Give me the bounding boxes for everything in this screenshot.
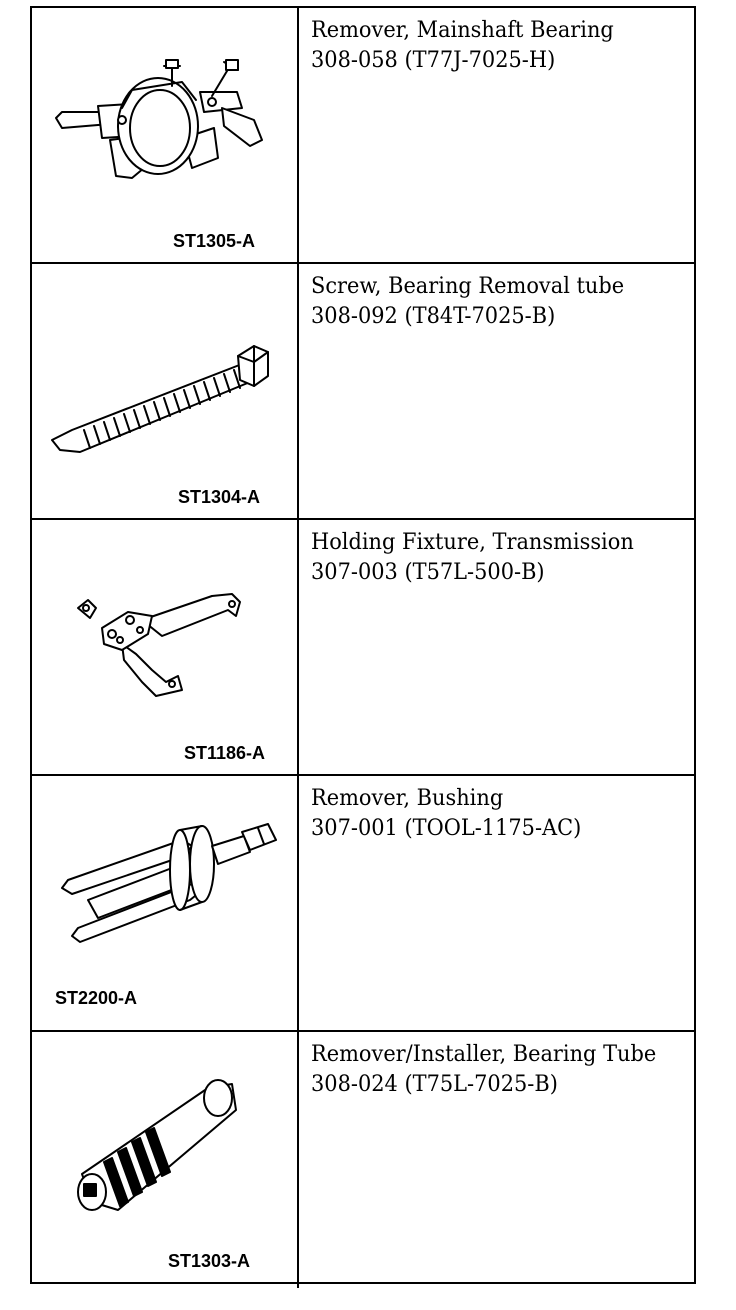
tool-description-cell — [299, 1032, 694, 1288]
holding-fixture-icon — [32, 520, 299, 776]
tool-name: Remover/Installer, Bearing Tube — [311, 1042, 657, 1067]
tool-row — [32, 776, 694, 1032]
tool-name: Remover, Mainshaft Bearing — [311, 18, 614, 43]
tool-part-number: 308-024 (T75L-7025-B) — [311, 1072, 558, 1097]
tool-description-cell — [299, 8, 694, 262]
figure-code: ST1304-A — [178, 487, 261, 507]
tool-name: Holding Fixture, Transmission — [311, 530, 634, 555]
figure-code: ST1186-A — [184, 743, 266, 763]
mainshaft-bearing-remover-icon — [32, 8, 299, 264]
tool-row — [32, 1032, 694, 1288]
tool-illustration-cell — [32, 1032, 299, 1288]
tool-part-number: 307-001 (TOOL-1175-AC) — [311, 816, 582, 841]
tool-row — [32, 520, 694, 776]
tool-part-number: 308-092 (T84T-7025-B) — [311, 304, 556, 329]
tool-part-number: 308-058 (T77J-7025-H) — [311, 48, 556, 73]
tool-name: Remover, Bushing — [311, 786, 504, 811]
tool-illustration-cell — [32, 520, 299, 774]
tool-name: Screw, Bearing Removal tube — [311, 274, 625, 299]
tool-illustration-cell — [32, 8, 299, 262]
special-tools-table — [30, 6, 696, 1284]
tool-description-cell — [299, 264, 694, 518]
tool-description-cell — [299, 520, 694, 774]
threaded-screw-icon — [32, 264, 299, 520]
figure-code: ST1303-A — [168, 1251, 251, 1271]
tool-row — [32, 264, 694, 520]
tool-description-cell — [299, 776, 694, 1030]
figure-code: ST1305-A — [173, 231, 256, 251]
tool-part-number: 307-003 (T57L-500-B) — [311, 560, 545, 585]
tool-illustration-cell — [32, 776, 299, 1030]
bearing-tube-icon — [32, 1032, 299, 1288]
figure-code: ST2200-A — [55, 988, 138, 1008]
tool-illustration-cell — [32, 264, 299, 518]
tool-row — [32, 8, 694, 264]
